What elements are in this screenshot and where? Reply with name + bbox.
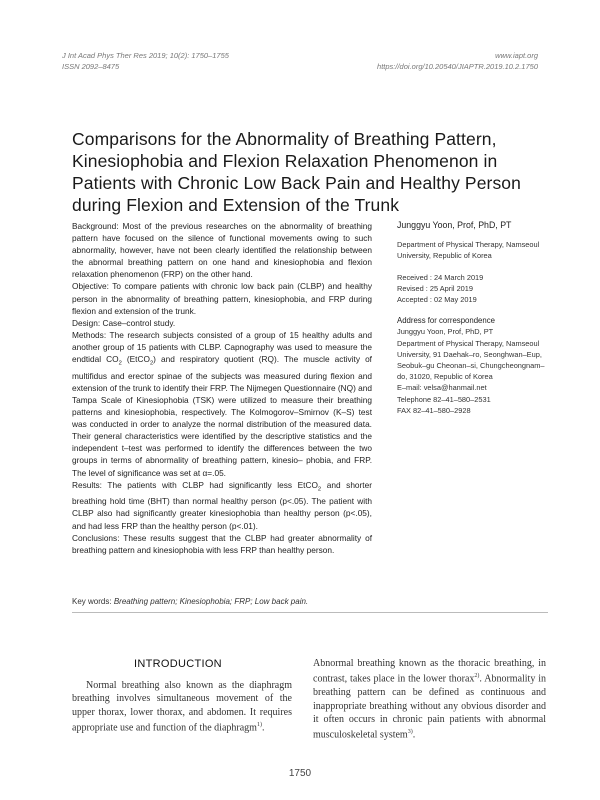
introduction-column-1	[72, 679, 292, 735]
reference-3: 3)	[407, 729, 413, 736]
doi-link[interactable]: https://doi.org/10.20540/JIAPTR.2019.10.2.1750	[377, 62, 538, 71]
background-label: Background:	[72, 221, 119, 231]
intro-col2-end: .	[412, 729, 416, 741]
keywords-label: Key words:	[72, 597, 112, 606]
introduction-paragraph-1	[72, 679, 292, 735]
accepted-date: Accepted : 02 May 2019	[397, 295, 477, 305]
reference-2: 2)	[474, 673, 480, 680]
abstract-methods	[72, 329, 372, 479]
correspondence-email[interactable]: E–mail: velsa@hanmail.net	[397, 383, 487, 393]
correspondence-telephone: Telephone 82–41–580–2531	[397, 394, 491, 404]
conclusions-label: Conclusions:	[72, 532, 120, 543]
methods-sub-1: 2	[118, 360, 122, 367]
intro-col2-text-a: Abnormal breathing known as the thoracic breathing, in contrast, takes place in the lower thorax	[313, 658, 546, 685]
doi-header	[377, 50, 538, 72]
abstract-objective	[72, 280, 372, 316]
objective-text: To compare patients with chronic low back pain (CLBP) and healthy person in the abnormality of breathing pattern, kinesiophobia, and FRP during flexion and extension of the trunk.	[72, 281, 372, 316]
background-text: Most of the previous researches on the abnormality of breathing pattern have focused on the silence of functional movements owing to such abnormality, however, have not been clearly identified the relationship between the abnormal breathing pattern on one hand and kinesiophobia and flexion relaxation phenomenon (FRP) on the other hand.	[72, 221, 373, 280]
journal-site-link[interactable]: www.iapt.org	[495, 51, 538, 60]
revised-date: Revised : 25 April 2019	[397, 283, 474, 293]
results-text-b: and shorter breathing hold time (BHT) than normal healthy person (p<.05). The patient with CLBP also had significantly greater kinesiophobia than healthy person (p<.05), and had less FRP than the healthy person (p<.01).	[72, 479, 372, 531]
introduction-heading: INTRODUCTION	[134, 658, 222, 670]
intro-col1-text: Normal breathing also known as the diaphragm breathing involves simultaneous movement of the upper thorax, lower thorax, and abdomen. It requires appropriate use and function of the diaphragm	[72, 680, 292, 734]
keywords-list: Breathing pattern; Kinesiophobia; FRP; Low back pain.	[113, 597, 309, 606]
keywords-divider	[72, 612, 548, 613]
keywords	[72, 597, 308, 606]
results-sub: 2	[317, 486, 322, 493]
reference-1: 1)	[256, 722, 262, 729]
author-name: Junggyu Yoon, Prof, PhD, PT	[397, 220, 512, 230]
objective-label: Objective:	[72, 281, 109, 292]
received-date: Received : 24 March 2019	[397, 272, 484, 282]
correspondence-heading: Address for correspondence	[397, 316, 495, 326]
intro-col1-end: .	[261, 722, 265, 734]
correspondence-address: Department of Physical Therapy, Namseoul University, 91 Daehak–ro, Seonghwan–Eup, Seobuk–gu Cheonan–si, Chungcheongnam–do, 31020, Republic of Korea	[397, 338, 545, 382]
intro-col2-text-b: . Abnormality in breathing pattern can be defined as continuous and inappropriate breathing without any obvious disorder and it often occurs in chronic pain patients with abnormal musculoskeletal system	[313, 673, 546, 741]
author-affiliation: Department of Physical Therapy, Namseoul University, Republic of Korea	[397, 240, 540, 261]
methods-label: Methods:	[72, 329, 107, 340]
article-title: Comparisons for the Abnormality of Breathing Pattern, Kinesiophobia and Flexion Relaxation Phenomenon in Patients with Chronic Low Back Pain and Healthy Person during Flexion and Extension of the Trunk	[72, 128, 521, 215]
page-number: 1750	[288, 768, 312, 779]
article-dates	[397, 272, 547, 306]
design-label: Design:	[72, 317, 101, 328]
introduction-column-2	[313, 657, 546, 742]
methods-sub-2: 2	[149, 360, 154, 367]
methods-text-c: ) and respiratory quotient (RQ). The muscle activity of multifidus and erector spinae of the subjects was measured during flexion and extension of the trunk to identify their FRP. The Nijmegen Questionnaire (NQ) and Tampa Scale of Kinesiophobia (TSK) were utilized to measure their breathing patterns and kinesiophobia, respectively. The Kolmogorov–Smirnov (K–S) test was conducted in order to analyze the normal distribution of the measured data. Their general characteristics were identified by the descriptive statistics and the independent t–test was performed to identify the differences between the two groups in terms of abnormality of breathing pattern, kinesio– phobia, and FRP. The level of significance was set at α=.05.	[72, 354, 372, 478]
methods-text-b: (EtCO	[121, 354, 150, 365]
correspondence-name: Junggyu Yoon, Prof, PhD, PT	[397, 327, 494, 337]
conclusions-text: These results suggest that the CLBP had greater abnormality of breathing pattern and kinesiophobia with less FRP than healthy person.	[72, 532, 373, 555]
abstract	[72, 220, 372, 556]
author-sidebar	[397, 220, 547, 416]
abstract-design	[72, 317, 372, 329]
methods-text-a: The research subjects consisted of a group of 15 healthy adults and another group of 15 patients with CLBP. Capnography was used to measure the endtidal CO	[72, 329, 373, 365]
abstract-conclusions	[72, 532, 372, 556]
design-text: Case–control study.	[102, 317, 176, 328]
journal-header	[62, 50, 229, 72]
abstract-results	[72, 479, 372, 532]
abstract-background	[72, 220, 372, 280]
journal-issn: ISSN 2092–8475	[62, 62, 120, 71]
results-label: Results:	[72, 479, 102, 490]
introduction-paragraph-2	[313, 657, 546, 742]
correspondence-fax: FAX 82–41–580–2928	[397, 405, 471, 415]
results-text-a: The patients with CLBP had significantly less EtCO	[107, 479, 318, 490]
journal-citation: J Int Acad Phys Ther Res 2019; 10(2): 1750–1755	[62, 51, 229, 60]
